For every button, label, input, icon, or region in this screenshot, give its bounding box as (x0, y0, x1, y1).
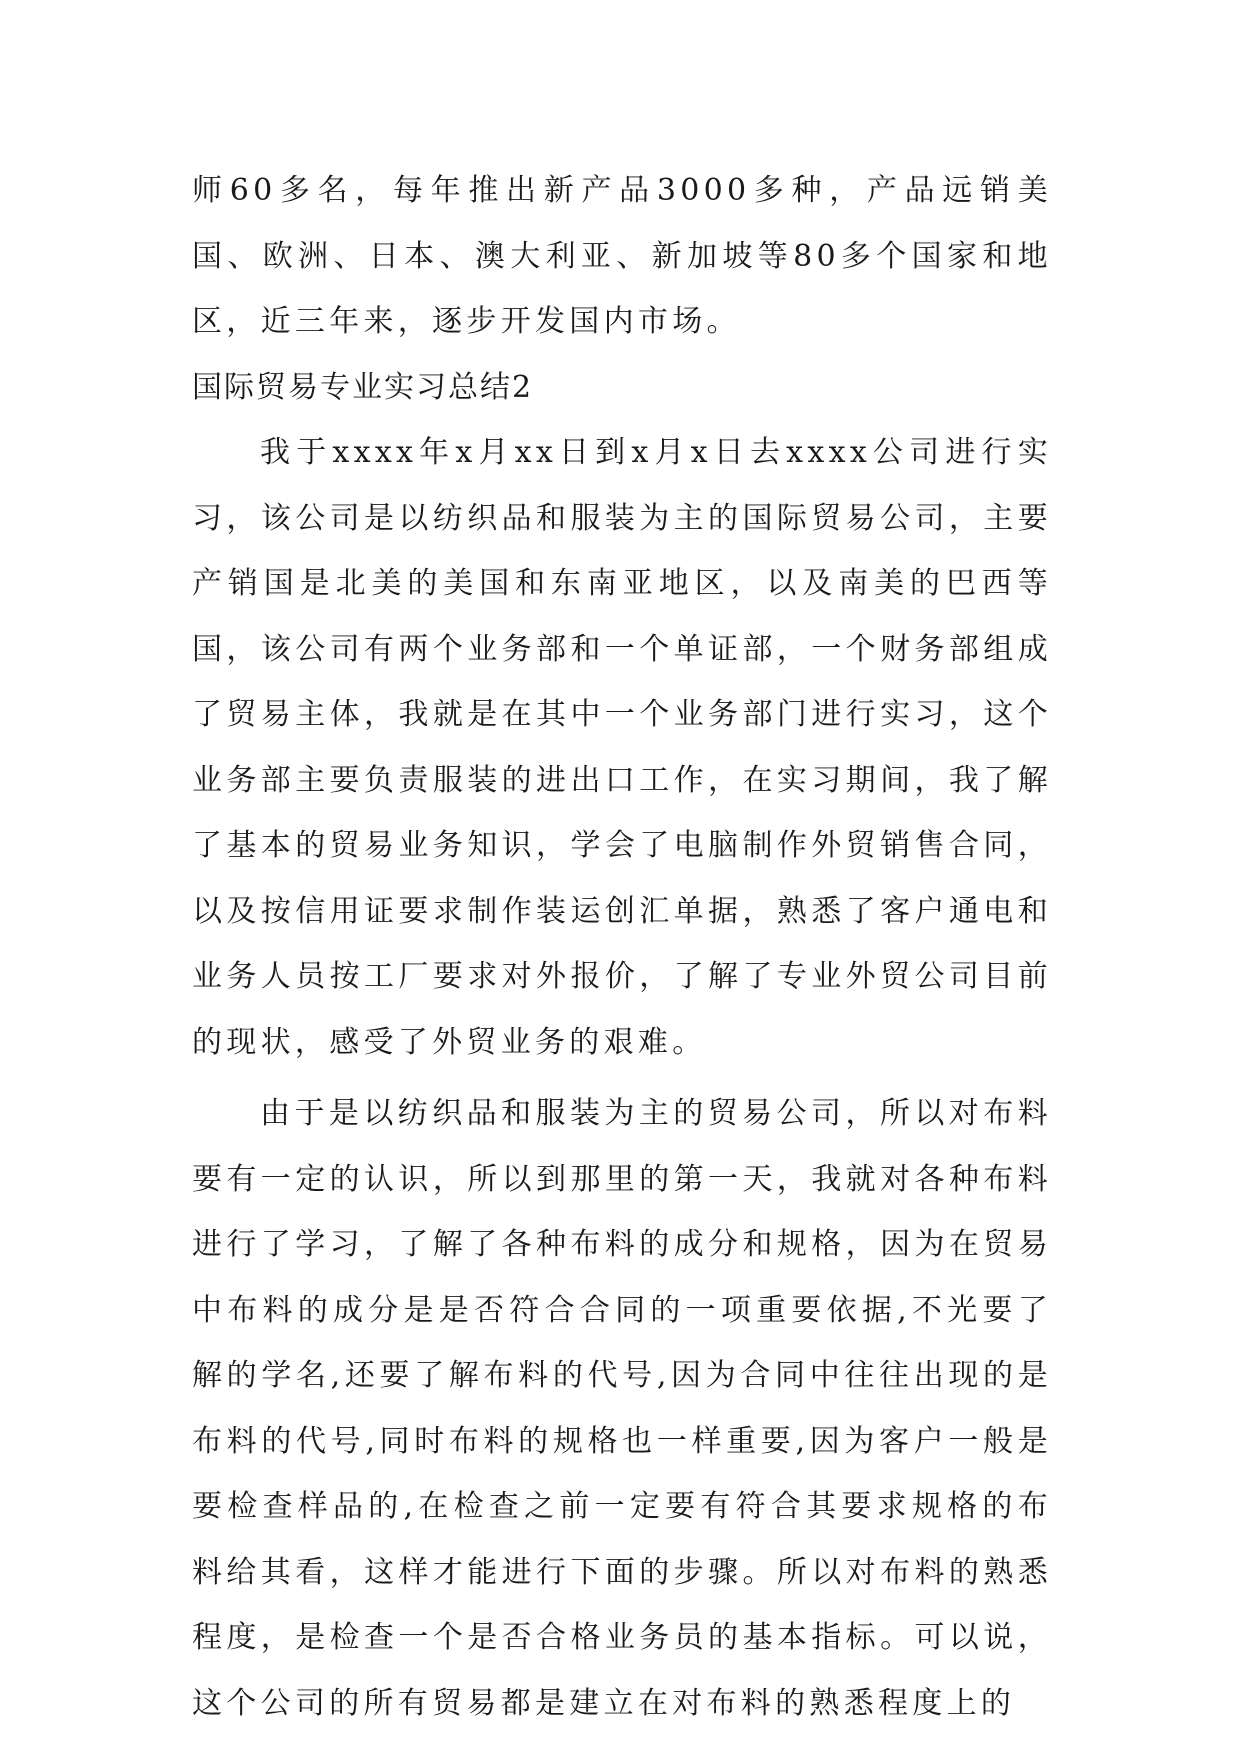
document-body (192, 158, 1052, 1736)
body-paragraph-2: 由于是以纺织品和服装为主的贸易公司，所以对布料要有一定的认识，所以到那里的第一天，我就对各种布料进行了学习，了解了各种布料的成分和规格，因为在贸易中布料的成分是是否符合合同的一项重要依据,不光要了解的学名,还要了解布料的代号,因为合同中往往出现的是布料的代号,同时布料的规格也一样重要,因为客户一般是要检查样品的,在检查之前一定要有符合其要求规格的布料给其看，这样才能进行下面的步骤。所以对布料的熟悉程度，是检查一个是否合格业务员的基本指标。可以说，这个公司的所有贸易都是建立在对布料的熟悉程度上的 (192, 1096, 1052, 1721)
intro-paragraph: 师60多名，每年推出新产品3000多种，产品远销美国、欧洲、日本、澳大利亚、新加坡等80多个国家和地区，近三年来，逐步开发国内市场。 (192, 173, 1052, 339)
body-paragraph-1: 我于xxxx年x月xx日到x月x日去xxxx公司进行实习，该公司是以纺织品和服装为主的国际贸易公司，主要产销国是北美的美国和东南亚地区，以及南美的巴西等国，该公司有两个业务部和一个单证部，一个财务部组成了贸易主体，我就是在其中一个业务部门进行实习，这个业务部主要负责服装的进出口工作，在实习期间，我了解了基本的贸易业务知识，学会了电脑制作外贸销售合同，以及按信用证要求制作装运创汇单据，熟悉了客户通电和业务人员按工厂要求对外报价，了解了专业外贸公司目前的现状，感受了外贸业务的艰难。 (192, 435, 1052, 1060)
section-heading: 国际贸易专业实习总结2 (192, 369, 534, 405)
